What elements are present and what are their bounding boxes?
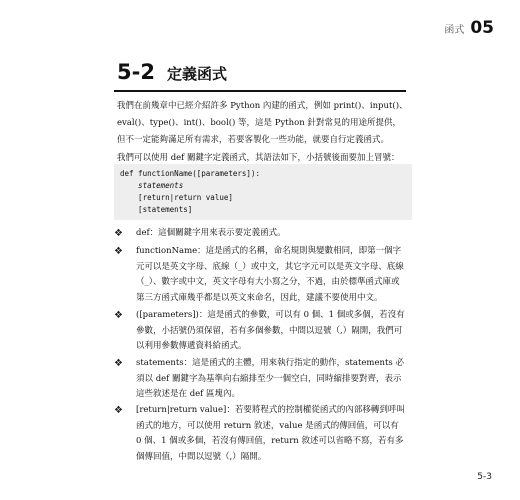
diamond-bullet-icon: ❖ [114, 405, 123, 416]
diamond-bullet-icon: ❖ [114, 310, 123, 321]
section-number: 5-2 [117, 60, 155, 84]
chapter-number: 05 [470, 18, 494, 38]
code-line: [statements] [120, 205, 193, 214]
diamond-bullet-icon: ❖ [114, 246, 123, 257]
diamond-bullet-icon: ❖ [114, 228, 123, 239]
chapter-label: 函式 [444, 24, 465, 36]
section-title [117, 60, 227, 84]
list-item-text: ([parameters])：這是函式的參數，可以有 0 個、1 個或多個，若沒有參數，小括號仍須保留，若有多個參數，中間以逗號（,）隔開，我們可以利用參數傳遞資料給函式。 [136, 310, 405, 351]
page-number: 5-3 [477, 472, 492, 482]
section-heading: 定義函式 [166, 65, 227, 83]
list-item-text: functionName：這是函式的名稱，命名規則與變數相同，即第一個字元可以是英文字母、底線（_）或中文，其它字元可以是英文字母、底線（_）、數字或中文，英文字母有大小寫之分，不過，由於標準函式庫或第三方函式庫幾乎都是以英文來命名，因此，建議不要使用中文。 [136, 246, 404, 303]
list-item-text: def：這個關鍵字用來表示要定義函式。 [136, 228, 286, 238]
list-item-text: [return|return value]：若要將程式的控制權從函式的內部移轉到呼叫函式的地方，可以使用 return 敘述，value 是函式的傳回值，可以有 0 個、1 個或多個，若沒有傳回值，return 敘述可以省略不寫，若有多個傳回值，中間以逗號（,）隔開。 [136, 405, 405, 462]
code-line: def functionName([parameters]): [120, 169, 260, 178]
syntax-code-block [114, 164, 412, 220]
syntax-intro-paragraph: 我們可以使用 def 關鍵字定義函式，其語法如下，小括號後面要加上冒號： [117, 153, 400, 163]
list-item-text: statements：這是函式的主體，用來執行指定的動作，statements 必須以 def 關鍵字為基準向右縮排至少一個空白，同時縮排要對齊，表示這些敘述是在 def 區塊內。 [136, 358, 404, 399]
page-header [444, 18, 494, 38]
title-rule [114, 90, 406, 92]
code-line: [return|return value] [120, 193, 233, 202]
intro-paragraph: 我們在前幾章中已經介紹許多 Python 內建的函式，例如 print()、input()、eval()、type()、int()、bool() 等，這是 Python 針對常見的用途所提供，但不一定能夠滿足所有需求，若要客製化一些功能，就要自行定義函式。 [117, 101, 408, 145]
diamond-bullet-icon: ❖ [114, 358, 123, 369]
code-line: statements [120, 181, 184, 190]
